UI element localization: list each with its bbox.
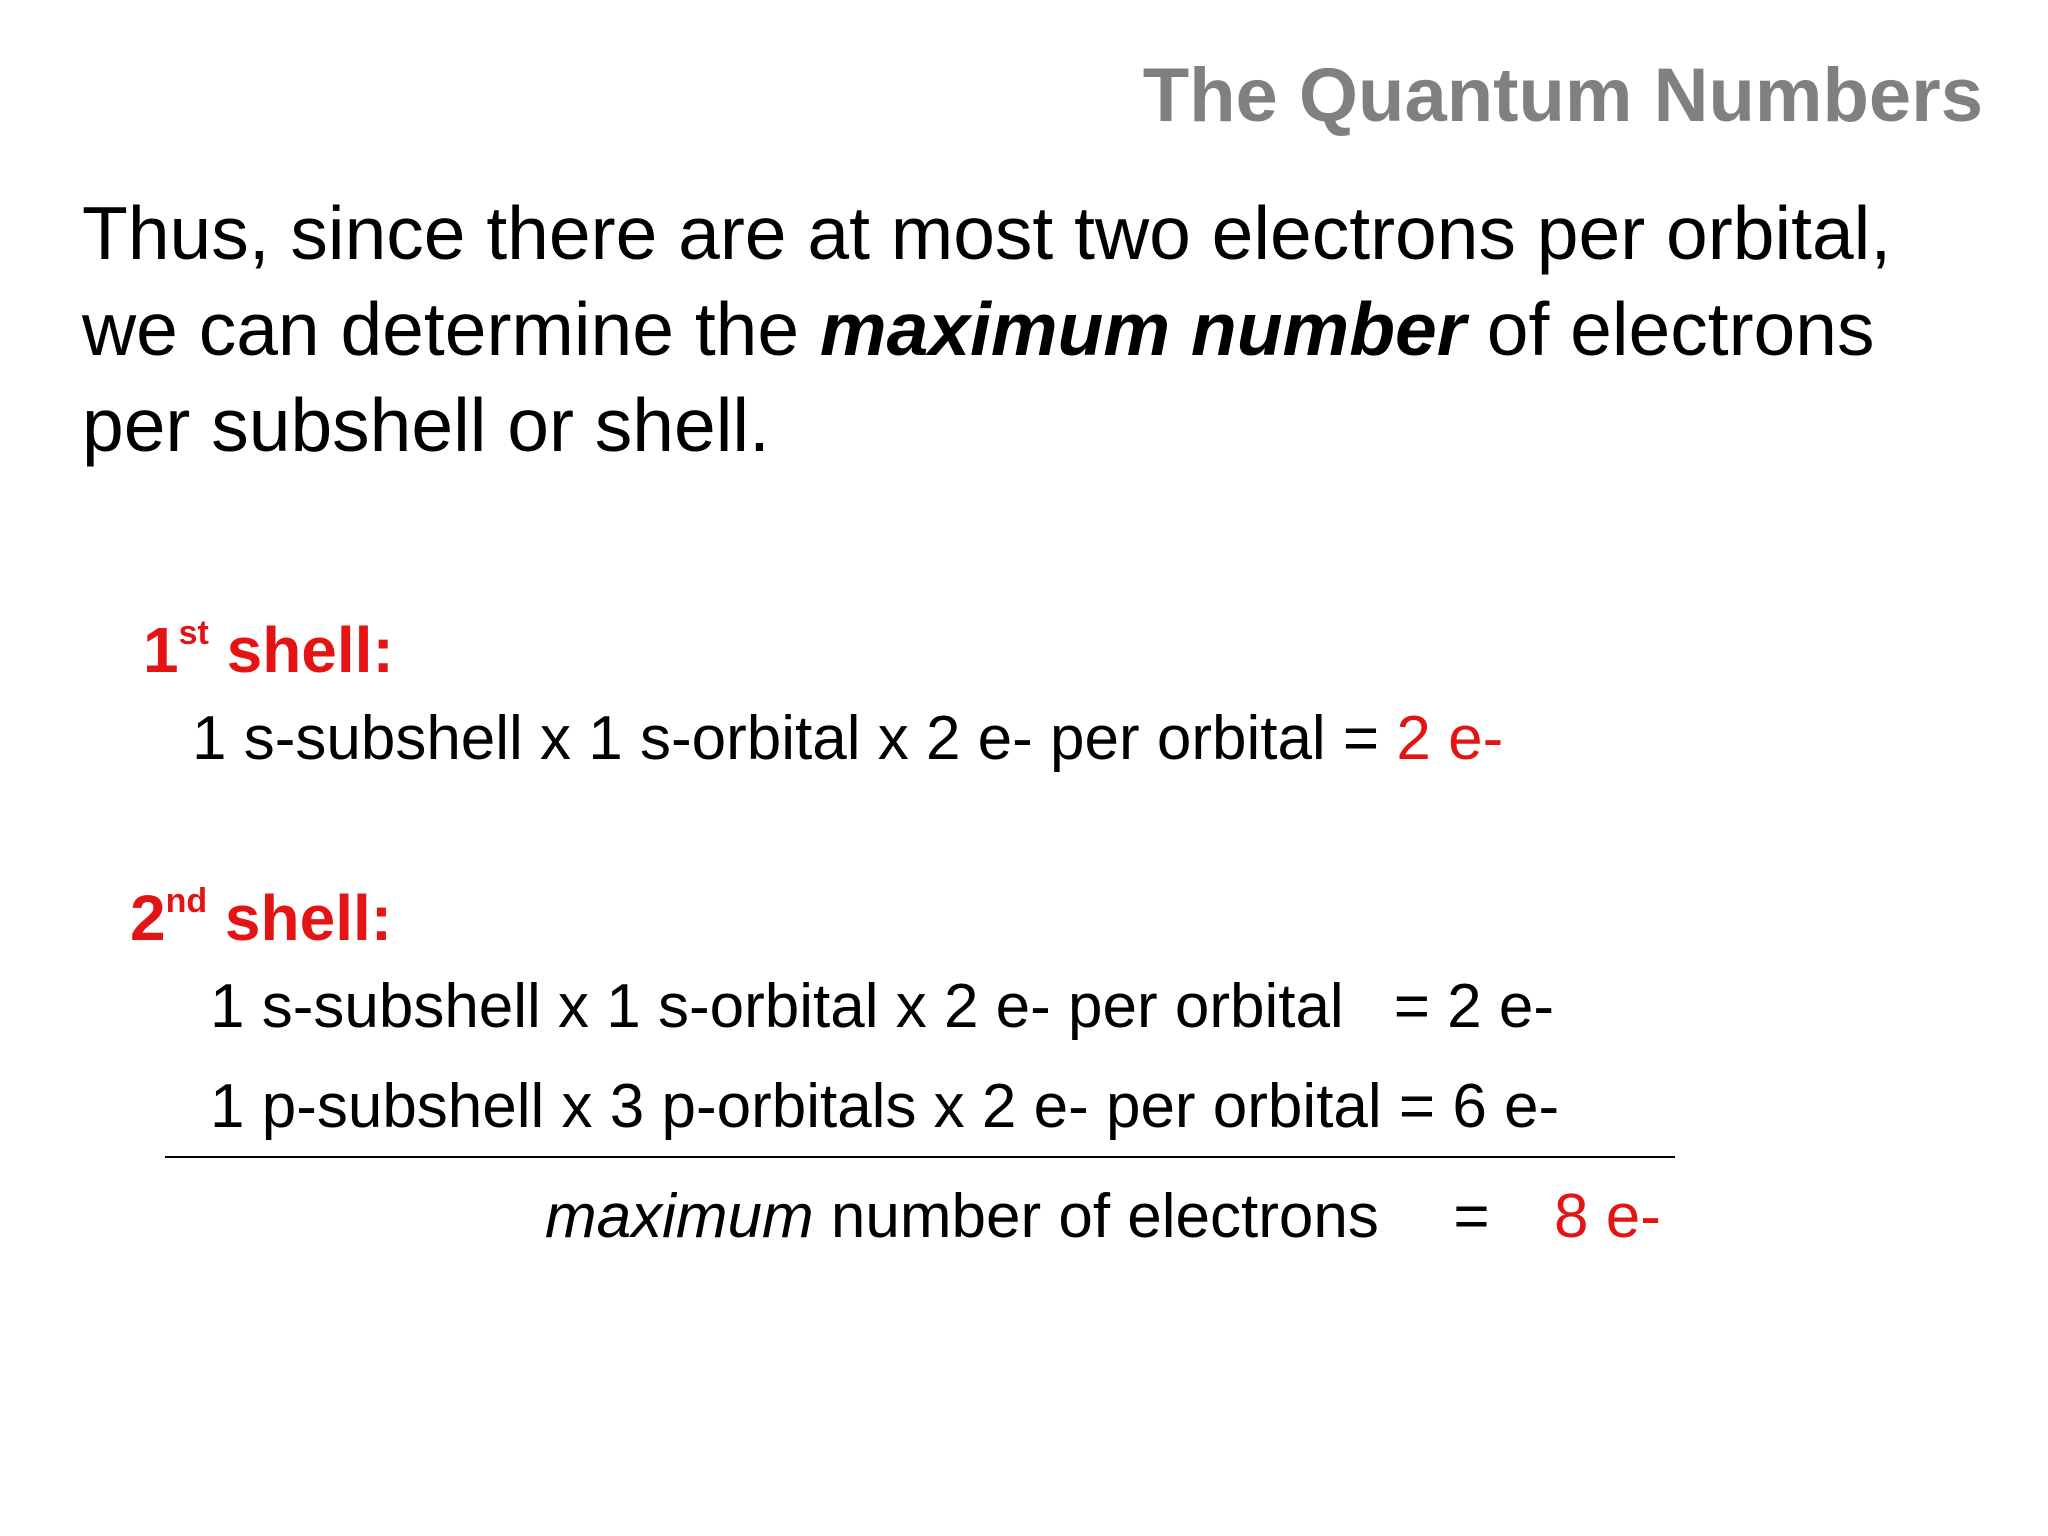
sum-divider-line	[165, 1156, 1675, 1158]
shell1-number: 1	[143, 614, 179, 686]
shell1-heading	[143, 612, 394, 689]
shell1-ordinal-suffix: st	[178, 614, 209, 652]
total-equals: =	[1453, 1182, 1490, 1251]
shell2-total	[545, 1180, 1661, 1254]
total-label: number of electrons	[830, 1182, 1379, 1251]
shell2-s-result: = 2 e-	[1393, 972, 1554, 1041]
shell2-label: shell:	[224, 882, 393, 954]
shell2-p-expression: 1 p-subshell x 3 p-orbitals x 2 e- per orbital	[210, 1072, 1382, 1141]
shell2-ordinal-suffix: nd	[165, 882, 208, 920]
total-result: 8 e-	[1554, 1182, 1661, 1251]
shell1-expression: 1 s-subshell x 1 s-orbital x 2 e- per orbital =	[192, 704, 1380, 773]
shell1-result: 2 e-	[1396, 704, 1504, 773]
intro-text-before: Thus, since there are at most two electrons per orbital, we can determine the	[82, 191, 1892, 371]
shell2-p-subshell-line	[210, 1070, 1559, 1144]
shell2-p-result: = 6 e-	[1398, 1072, 1560, 1141]
shell1-label: shell:	[226, 614, 394, 686]
shell2-s-subshell-line	[210, 970, 1554, 1044]
intro-paragraph	[82, 185, 1982, 473]
slide-title: The Quantum Numbers	[1142, 53, 1983, 138]
intro-text-after: of electrons per subshell or shell.	[82, 287, 1875, 467]
shell2-s-expression: 1 s-subshell x 1 s-orbital x 2 e- per orbital	[210, 972, 1344, 1041]
shell2-heading	[130, 880, 392, 957]
total-italic-word: maximum	[545, 1182, 814, 1251]
shell1-calculation	[192, 702, 1503, 776]
shell2-number: 2	[130, 882, 166, 954]
intro-emphasis: maximum number	[819, 287, 1466, 371]
